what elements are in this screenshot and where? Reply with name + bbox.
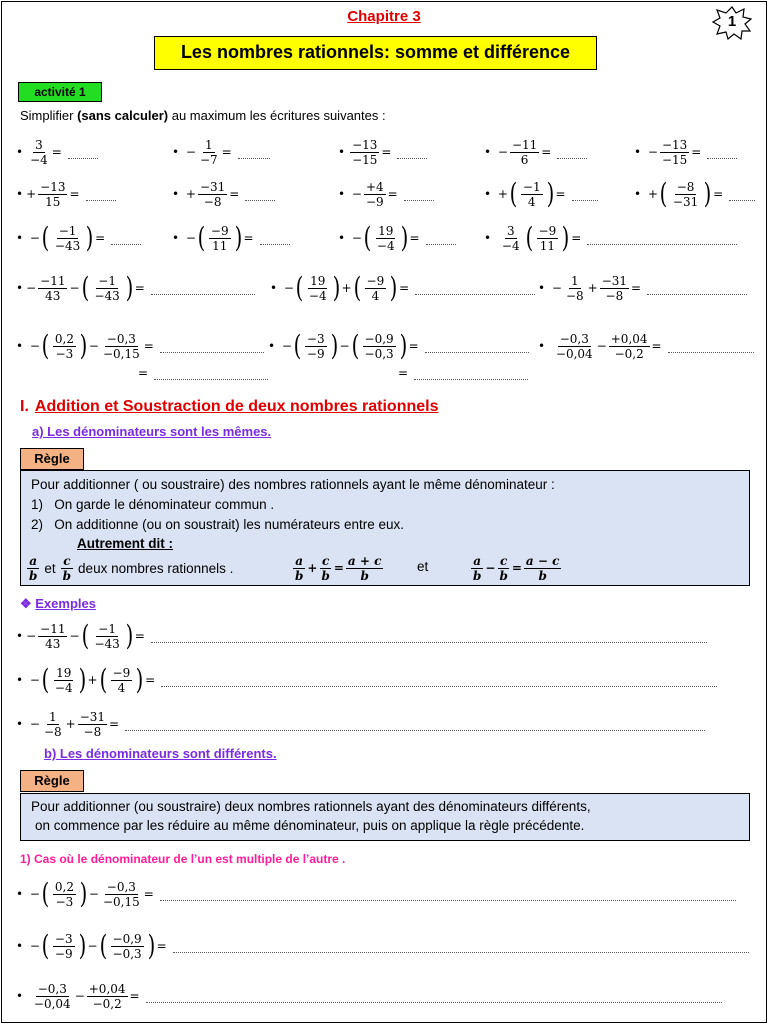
examples-label: Exemples: [35, 596, 96, 611]
rule-box-2: [20, 793, 750, 841]
subsection-b: b) Les dénominateurs sont différents.: [44, 746, 277, 761]
exercise-item: • $\frac{-13}{-15}$ =: [338, 130, 427, 174]
rule-formula-sum: $\frac{a}{b}$ + $\frac{c}{b}$ = $\frac{a + c}{b}$: [295, 553, 382, 583]
case-item: • − ( $\frac{-3}{-9}$ ) − ( $\frac{-0,9}{-0,3}$ ) =: [16, 924, 749, 968]
examples-heading: [20, 596, 96, 612]
rule-box: [20, 470, 750, 586]
exercise-item: • − ( $\frac{19}{-4}$ ) + ( $\frac{-9}{4}$ ) =: [270, 266, 535, 310]
exercise-item: • − ( $\frac{-9}{11}$ ) =: [172, 216, 290, 260]
subsection-a: a) Les dénominateurs sont les mêmes.: [32, 424, 272, 439]
answer-line: =: [398, 358, 528, 388]
rule-tag: Règle: [20, 448, 84, 470]
rule-et: et: [417, 559, 429, 574]
instruction-text: Simplifier: [20, 108, 78, 123]
exercise-item: • − $\frac{+4}{-9}$ =: [338, 172, 434, 216]
exercise-item: • − ( $\frac{-1}{-43}$ ) =: [16, 216, 141, 260]
exercise-item: • + $\frac{-31}{-8}$ =: [172, 172, 275, 216]
example-item: • − $\frac{1}{-8}$ + $\frac{-31}{-8}$ =: [16, 702, 705, 746]
exercise-row-2: [2, 172, 767, 216]
case-heading: [20, 852, 345, 866]
rule-item-2: 2) On additionne (ou on soustrait) les numérateurs entre eux.: [31, 517, 404, 532]
exercise-item: • − ( $\frac{-3}{-9}$ ) − ( $\frac{-0,9}{-0,3}$ ) =: [268, 324, 529, 368]
rule-line: Pour additionner ( ou soustraire) des nombres rationnels ayant le même dénominateur :: [31, 477, 555, 492]
worksheet-page: [1, 1, 767, 1023]
rule2-line-2: on commence par les réduire au même dénominateur, puis on applique la règle précédente.: [35, 818, 585, 833]
exercise-item: • − ( $\frac{0,2}{-3}$ ) − $\frac{-0,3}{-0,15}$ =: [16, 324, 264, 368]
activity-instruction: [20, 108, 386, 123]
section-title: Addition et Soustraction de deux nombres rationnels: [34, 398, 439, 415]
chapter-label: Chapitre 3: [347, 8, 421, 25]
example-row-1: [2, 614, 767, 658]
case-heading-text: 1) Cas où le dénominateur de l’un est multiple de l’autre .: [20, 852, 346, 866]
exercise-item: • − ( $\frac{19}{-4}$ ) =: [338, 216, 456, 260]
autrement-dit: Autrement dit :: [77, 536, 173, 551]
exercise-row-5b: [2, 358, 767, 388]
section-heading: [20, 398, 439, 416]
rule-formula-diff: $\frac{a}{b}$ − $\frac{c}{b}$ = $\frac{a - c}{b}$: [473, 553, 560, 583]
exercise-item: • − $\frac{1}{-7}$ =: [172, 130, 270, 174]
activity-tag: activité 1: [18, 82, 102, 102]
example-item: • − ( $\frac{19}{-4}$ ) + ( $\frac{-9}{4}$ ) =: [16, 658, 717, 702]
exercise-item: • − $\frac{-11}{6}$ =: [484, 130, 587, 174]
exercise-item: • − $\frac{1}{-8}$ + $\frac{-31}{-8}$ =: [538, 266, 747, 310]
diamond-bullet-icon: ❖: [20, 596, 32, 611]
rule-tag-2: Règle: [20, 770, 84, 792]
answer-line: =: [138, 358, 268, 388]
page-number: 1: [727, 13, 737, 30]
case-row-3: [2, 974, 767, 1018]
example-item: • − $\frac{-11}{43}$ − ( $\frac{-1}{-43}$ ) =: [16, 614, 707, 658]
exercise-item: • + $\frac{-13}{15}$ =: [16, 172, 116, 216]
page-title: Les nombres rationnels: somme et différence: [154, 36, 597, 70]
section-number: I.: [20, 398, 29, 415]
exercise-item: • − $\frac{-13}{-15}$ =: [634, 130, 737, 174]
example-row-2: [2, 658, 767, 702]
rule-formula-a-b: $\frac{a}{b}$ et $\frac{c}{b}$ deux nombres rationnels .: [29, 553, 234, 583]
exercise-item: • + ( $\frac{-8}{-31}$ ) =: [634, 172, 755, 216]
case-row-2: [2, 924, 767, 968]
case-row-1: [2, 872, 767, 916]
case-item: • $\frac{-0,3}{-0,04}$ − $\frac{+0,04}{-0,2}$ =: [16, 974, 722, 1018]
rule-item-1: 1) On garde le dénominateur commun .: [31, 497, 275, 512]
exercise-item: • $\frac{-0,3}{-0,04}$ − $\frac{+0,04}{-0,2}$ =: [538, 324, 754, 368]
exercise-row-1: [2, 130, 767, 174]
page-number-badge: [712, 6, 752, 40]
case-item: • − ( $\frac{0,2}{-3}$ ) − $\frac{-0,3}{-0,15}$ =: [16, 872, 736, 916]
rule2-line-1: Pour additionner (ou soustraire) deux nombres rationnels ayant des dénominateurs différents,: [31, 799, 591, 814]
exercise-item: • $\frac{3}{-4}$ =: [16, 130, 98, 174]
instruction-text-end: au maximum les écritures suivantes :: [168, 108, 386, 123]
exercise-item: • − $\frac{-11}{43}$ − ( $\frac{-1}{-43}$ ) =: [16, 266, 255, 310]
exercise-row-4: [2, 266, 767, 310]
exercise-row-3: [2, 216, 767, 260]
instruction-bold: (sans calculer): [77, 108, 169, 123]
exercise-item: • + ( $\frac{-1}{4}$ ) =: [484, 172, 598, 216]
example-row-3: [2, 702, 767, 746]
exercise-item: • $\frac{3}{-4}$ ( $\frac{-9}{11}$ ) =: [484, 216, 737, 260]
